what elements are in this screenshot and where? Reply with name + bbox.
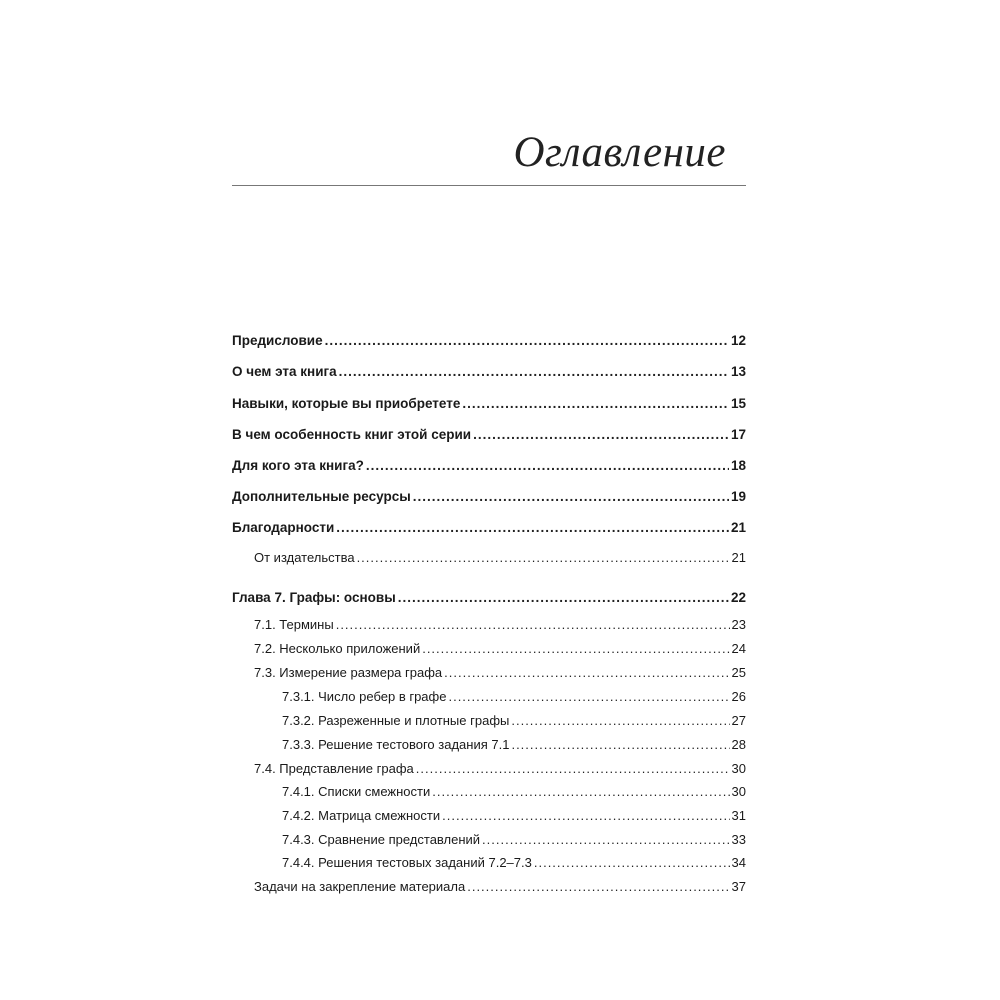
dot-leader (325, 331, 729, 351)
toc-entry-7-3-3[interactable] (282, 735, 746, 755)
toc-entry-title: Дополнительные ресурсы (232, 489, 411, 504)
dot-leader (416, 759, 730, 779)
toc-entry-series-features[interactable] (232, 425, 746, 445)
toc-entry-page: 13 (730, 364, 746, 379)
toc-entry-page: 34 (731, 855, 746, 870)
toc-entry-title: 7.3.1. Число ребер в графе (282, 689, 447, 704)
toc-entry-page: 24 (731, 641, 746, 656)
dot-leader (413, 487, 729, 507)
toc-entry-page: 12 (730, 333, 746, 348)
dot-leader (448, 687, 729, 707)
toc-entry-page: 23 (731, 617, 746, 632)
dot-leader (467, 877, 729, 897)
toc-entry-title: 7.1. Термины (254, 617, 334, 632)
dot-leader (511, 735, 729, 755)
toc-entry-title: 7.2. Несколько приложений (254, 641, 421, 656)
dot-leader (339, 362, 729, 382)
dot-leader (366, 456, 729, 476)
toc-entry-7-2[interactable] (254, 639, 746, 659)
toc-entry-7-4[interactable] (254, 759, 746, 779)
toc-entry-page: 31 (731, 808, 746, 823)
dot-leader (422, 639, 729, 659)
toc-entry-page: 21 (731, 550, 746, 565)
toc-entry-7-1[interactable] (254, 615, 746, 635)
toc-entry-acknowledgements[interactable] (232, 518, 746, 538)
dot-leader (482, 830, 729, 850)
toc-entry-title: 7.3.2. Разреженные и плотные графы (282, 713, 510, 728)
toc-entry-skills[interactable] (232, 394, 746, 414)
toc-entry-title: От издательства (254, 550, 355, 565)
toc-entry-title: Предисловие (232, 333, 323, 348)
toc-entry-title: 7.3.3. Решение тестового задания 7.1 (282, 737, 510, 752)
toc-entry-title: Глава 7. Графы: основы (232, 590, 396, 605)
page-title: Оглавление (513, 129, 726, 176)
toc-entry-7-4-4[interactable] (282, 853, 746, 873)
toc-entry-title: 7.4. Представление графа (254, 761, 414, 776)
toc-entry-page: 25 (731, 665, 746, 680)
toc-entry-title: В чем особенность книг этой серии (232, 427, 472, 442)
dot-leader (473, 425, 729, 445)
toc-entry-page: 30 (731, 761, 746, 776)
dot-leader (534, 853, 730, 873)
toc-entry-title: Благодарности (232, 520, 335, 535)
toc-entry-7-3[interactable] (254, 663, 746, 683)
toc-entry-7-3-1[interactable] (282, 687, 746, 707)
toc-entry-title: Навыки, которые вы приобретете (232, 396, 461, 411)
toc-entry-7-3-2[interactable] (282, 711, 746, 731)
toc-entry-from-publisher[interactable] (254, 548, 746, 568)
toc-entry-page: 30 (731, 784, 746, 799)
toc-entry-title: Для кого эта книга? (232, 458, 364, 473)
toc-entry-page: 37 (731, 879, 746, 894)
toc-entry-page: 22 (730, 590, 746, 605)
dot-leader (398, 588, 729, 608)
toc-entry-page: 17 (730, 427, 746, 442)
toc-entry-7-4-2[interactable] (282, 806, 746, 826)
toc-entry-audience[interactable] (232, 456, 746, 476)
toc-entry-page: 33 (731, 832, 746, 847)
table-of-contents (232, 0, 746, 1000)
toc-entry-page: 15 (730, 396, 746, 411)
toc-entry-exercises[interactable] (254, 877, 746, 897)
dot-leader (442, 806, 729, 826)
toc-entry-chapter-7[interactable] (232, 588, 746, 608)
toc-entry-preface[interactable] (232, 331, 746, 351)
dot-leader (444, 663, 729, 683)
toc-entry-about-book[interactable] (232, 362, 746, 382)
toc-entry-7-4-1[interactable] (282, 782, 746, 802)
toc-entry-page: 26 (731, 689, 746, 704)
toc-entry-title: 7.3. Измерение размера графа (254, 665, 443, 680)
toc-entry-title: 7.4.4. Решения тестовых заданий 7.2–7.3 (282, 855, 532, 870)
dot-leader (357, 548, 730, 568)
toc-entry-title: О чем эта книга (232, 364, 337, 379)
toc-entry-page: 28 (731, 737, 746, 752)
toc-entry-7-4-3[interactable] (282, 830, 746, 850)
toc-entry-page: 18 (730, 458, 746, 473)
toc-entry-page: 21 (730, 520, 746, 535)
toc-entry-resources[interactable] (232, 487, 746, 507)
dot-leader (336, 518, 729, 538)
toc-entry-title: 7.4.2. Матрица смежности (282, 808, 441, 823)
toc-entry-page: 19 (730, 489, 746, 504)
toc-entry-page: 27 (731, 713, 746, 728)
dot-leader (511, 711, 729, 731)
toc-entry-title: Задачи на закрепление материала (254, 879, 466, 894)
dot-leader (462, 394, 729, 414)
toc-entry-title: 7.4.3. Сравнение представлений (282, 832, 481, 847)
dot-leader (432, 782, 729, 802)
toc-entry-title: 7.4.1. Списки смежности (282, 784, 431, 799)
dot-leader (336, 615, 730, 635)
